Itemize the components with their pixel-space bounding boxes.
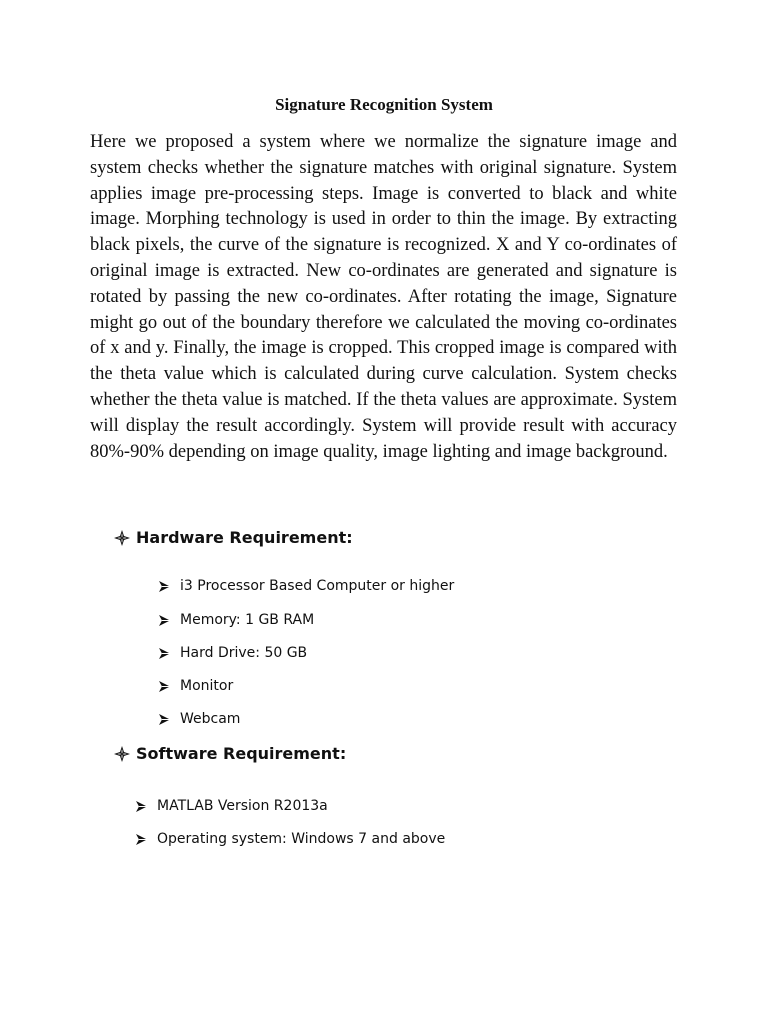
software-item-label: MATLAB Version R2013a xyxy=(157,798,328,814)
hardware-item-memory xyxy=(158,611,314,629)
hardware-item-label: Memory: 1 GB RAM xyxy=(180,612,315,628)
hardware-item-label: Webcam xyxy=(180,711,241,727)
hardware-heading xyxy=(113,527,353,549)
description-paragraph: Here we proposed a system where we normalize the signature image and system checks whether the signature matches with original signature. System applies image pre-processing steps. Image is converted to black and white image. Morphing technology is used in order to thin the image. By extracting black pixels, the curve of the signature is recognized. X and Y co-ordinates of original image is extracted. New co-ordinates are generated and signature is rotated by passing the new co-ordinates. After rotating the image, Signature might go out of the boundary therefore we calculated the moving co-ordinates of x and y. Finally, the image is cropped. This cropped image is compared with the theta value which is calculated during curve calculation. System checks whether the theta value is matched. If the theta values are approximate. System will display the result accordingly. System will provide result with accuracy 80%-90% depending on image quality, image lighting and image background. xyxy=(90,132,677,462)
software-item-os xyxy=(135,830,445,848)
document-title: Signature Recognition System xyxy=(275,95,493,114)
arrow-bullet-icon xyxy=(158,680,171,693)
diamond-bullet-icon xyxy=(113,745,131,763)
hardware-item-label: Monitor xyxy=(180,678,234,694)
hardware-item-label: Hard Drive: 50 GB xyxy=(180,645,308,661)
arrow-bullet-icon xyxy=(158,614,171,627)
software-item-matlab xyxy=(135,797,328,815)
hardware-item-monitor xyxy=(158,677,233,695)
arrow-bullet-icon xyxy=(158,713,171,726)
arrow-bullet-icon xyxy=(135,833,148,846)
software-item-label: Operating system: Windows 7 and above xyxy=(157,831,446,847)
hardware-item-webcam xyxy=(158,710,240,728)
hardware-item-processor xyxy=(158,577,454,595)
diamond-bullet-icon xyxy=(113,529,131,547)
hardware-item-hard-drive xyxy=(158,644,307,662)
arrow-bullet-icon xyxy=(158,580,171,593)
hardware-item-label: i3 Processor Based Computer or higher xyxy=(180,578,455,594)
arrow-bullet-icon xyxy=(135,800,148,813)
hardware-heading-label: Hardware Requirement: xyxy=(136,528,353,547)
arrow-bullet-icon xyxy=(158,647,171,660)
software-heading xyxy=(113,743,346,765)
software-heading-label: Software Requirement: xyxy=(136,744,347,763)
